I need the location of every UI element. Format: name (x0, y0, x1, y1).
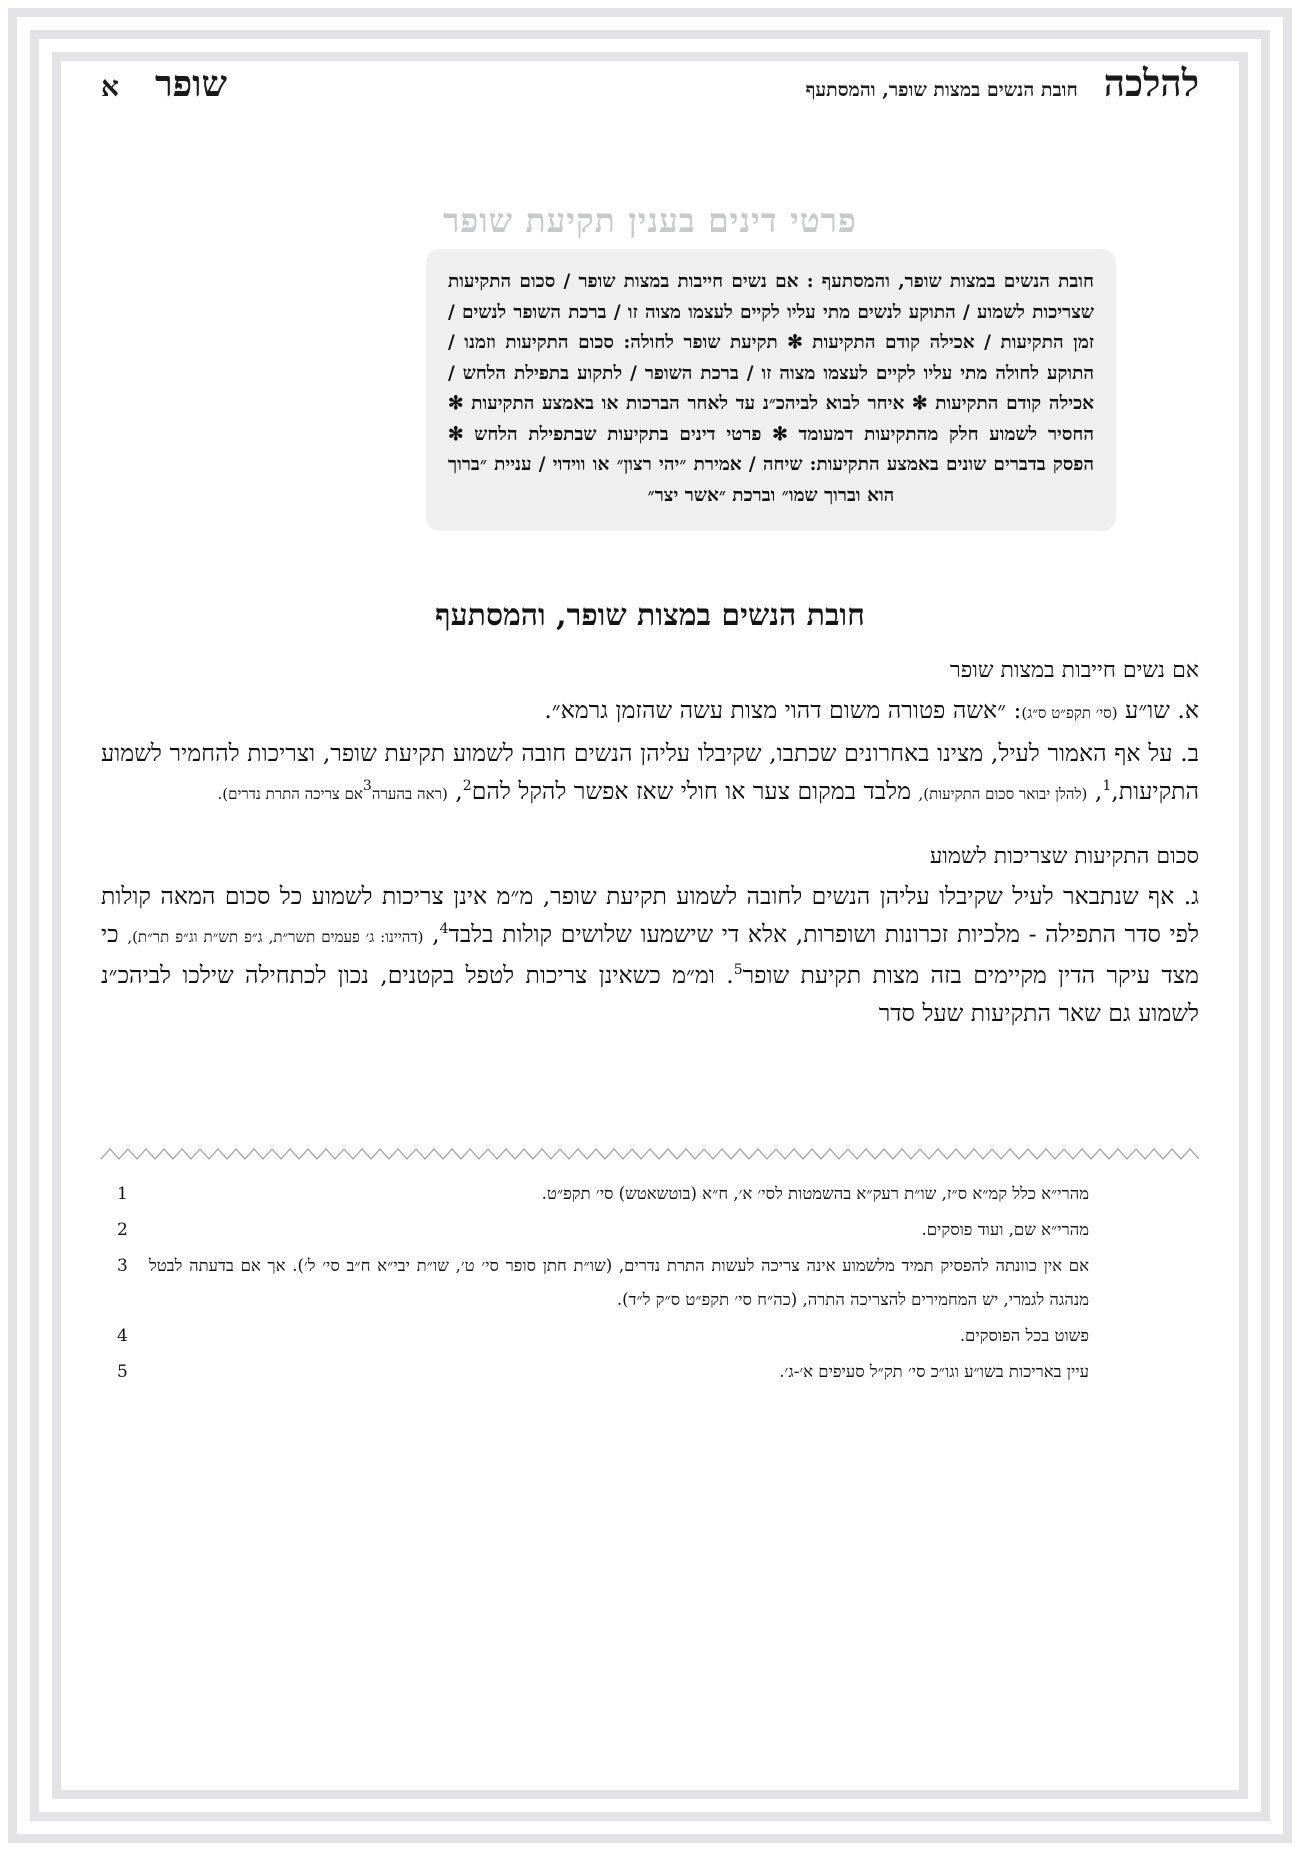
paragraph-bet-tail: , (1094, 777, 1103, 805)
footnote-item (101, 1177, 1199, 1211)
footnote-number: 4 (117, 1326, 128, 1346)
paragraph-bet-tail2: , (455, 777, 463, 805)
paragraph-gimel (101, 877, 1199, 1032)
footnote-text: מהרי״א כלל קמ״א ס״ז, שו״ת רעק״א בהשמטות לסי׳ א׳, ח״א (בוטשאטש) סי׳ תקפ״ט. (541, 1184, 1089, 1203)
footnote-item (101, 1249, 1199, 1317)
paragraph-gimel-tail2: . (726, 961, 734, 989)
paragraph-gimel-body3: ומ״מ כשאינן צריכות לטפל בקטנים, נכון לכתחילה שילכו לביהכ״נ לשמוע גם שאר התקיעות שעל סדר (101, 961, 1199, 1027)
paragraph-alef-body: : ״אשה פטורה משום דהוי מצות עשה שהזמן גרמא״. (544, 696, 1022, 724)
footnote-number: 3 (117, 1256, 128, 1276)
footnote-text: עיין באריכות בשו״ע וגו״כ סי׳ תק״ל סעיפים א׳-ג׳. (779, 1362, 1089, 1381)
paragraph-alef-lead: שו״ע (1125, 696, 1170, 724)
footnote-number: 1 (117, 1184, 128, 1204)
paragraph-gimel-body: אף שנתבאר לעיל שקיבלו עליהן הנשים לחובה לשמוע תקיעת שופר, מ״מ אינן צריכות לשמוע כל סכום המאה קולות לפי סדר התפילה - מלכיות זכרונות ושופרות, אלא די שישמעו שלושים קולות בלבד (101, 882, 1199, 948)
paragraph-gimel-body2: כי מצד עיקר הדין מקיימים בזה מצות תקיעת שופר (101, 920, 1199, 989)
section-title: שופר (154, 63, 227, 105)
paragraph-bet-note-mid: (להלן יבואר סכום התקיעות), (918, 785, 1088, 803)
paragraph-gimel-tail: , (432, 920, 440, 948)
footnote-item (101, 1355, 1199, 1389)
footnote-ref-3[interactable]: 3 (362, 778, 372, 795)
footnote-text: מהרי״א שם, ועוד פוסקים. (921, 1220, 1089, 1239)
running-head-topic: חובת הנשים במצות שופר, והמסתעף (805, 79, 1078, 101)
paragraph-bet-body2: מלבד במקום צער או חולי שאז אפשר להקל להם (471, 777, 912, 805)
paragraph-bet-note-end-open: (ראה בהערה (371, 785, 448, 803)
summary-box: חובת הנשים במצות שופר, והמסתעף : אם נשים חייבות במצות שופר / סכום התקיעות שצריכות לשמוע / התוקע לנשים מתי עליו לקיים לעצמו מצוה זו / ברכת השופר לנשים / זמן התקיעות / אכילה קודם התקיעות ✻ תקיעת שופר לחולה: סכום התקיעות וזמנו / התוקע לחולה מתי עליו לקיים לעצמו מצוה זו / ברכת השופר / לתקוע בתפילת הלחש / אכילה קודם התקיעות ✻ איחר לבוא לביהכ״נ עד לאחר הברכות או באמצע התקיעות ✻ החסיר לשמוע חלק מהתקיעות דמעומד ✻ פרטי דינים בתקיעות שבתפילת הלחש ✻ הפסק בדברים שונים באמצע התקיעות: שיחה / אמירת ״יהי רצון״ או ווידוי / עניית ״ברוך הוא וברוך שמו״ וברכת ״אשר יצר״ (426, 249, 1116, 531)
chapter-title: פרטי דינים בענין תקיעת שופר (443, 201, 857, 240)
paragraph-alef-source: (סי׳ תקפ״ט ס״ג) (1021, 704, 1118, 722)
paragraph-gimel-note-mid: (דהיינו: ג׳ פעמים תשר״ת, ג״פ תש״ת וג״פ תר״ת), (127, 928, 424, 946)
page-marker: א (101, 70, 119, 103)
footnote-item (101, 1213, 1199, 1247)
subheading-number-of-blasts: סכום התקיעות שצריכות לשמוע (929, 844, 1199, 869)
page-content (61, 61, 1239, 1790)
footnote-item (101, 1319, 1199, 1353)
footnote-number: 5 (117, 1362, 128, 1382)
subheading-women-obligation: אם נשים חייבות במצות שופר (949, 658, 1199, 683)
article-heading: חובת הנשים במצות שופר, והמסתעף (435, 598, 865, 633)
footnote-divider (101, 1147, 1199, 1163)
body-column (101, 657, 1199, 1034)
footnote-ref-5[interactable]: 5 (733, 962, 743, 979)
running-head-left-group (101, 63, 227, 105)
running-head-right-group (806, 61, 1199, 106)
paragraph-alef (101, 691, 1199, 732)
footnote-ref-2[interactable]: 2 (462, 778, 472, 795)
paragraph-bet-body: על אף האמור לעיל, מצינו באחרונים שכתבו, שקיבלו עליהן הנשים חובה לשמוע תקיעת שופר, וצריכות להחמיר לשמוע התקיעות, (101, 739, 1199, 805)
paragraph-bet-note-end-close: אם צריכה התרת נדרים). (217, 785, 363, 803)
footnote-ref-1[interactable]: 1 (1102, 778, 1112, 795)
footnotes-list (101, 1177, 1199, 1391)
footnote-number: 2 (117, 1220, 128, 1240)
book-title: להלכה (1103, 61, 1199, 105)
running-head (101, 61, 1199, 131)
paragraph-marker-alef: א. (1177, 696, 1199, 724)
paragraph-marker-bet: ב. (1180, 739, 1199, 767)
paragraph-marker-gimel: ג. (1183, 882, 1199, 910)
footnote-text: אם אין כוונתה להפסיק תמיד מלשמוע אינה צריכה לעשות התרת נדרים, (שו״ת חתן סופר סי׳ ט׳, שו״ת יבי״א ח״ב סי׳ ל׳). אך אם בדעתה לבטל מנהגה לגמרי, יש המחמירים להצריכה התרה, (כה״ח סי׳ תקפ״ט ס״ק ל״ד). (149, 1256, 1089, 1309)
footnote-ref-4[interactable]: 4 (439, 921, 449, 938)
paragraph-bet (101, 734, 1199, 813)
footnote-text: פשוט בכל הפוסקים. (959, 1326, 1089, 1345)
